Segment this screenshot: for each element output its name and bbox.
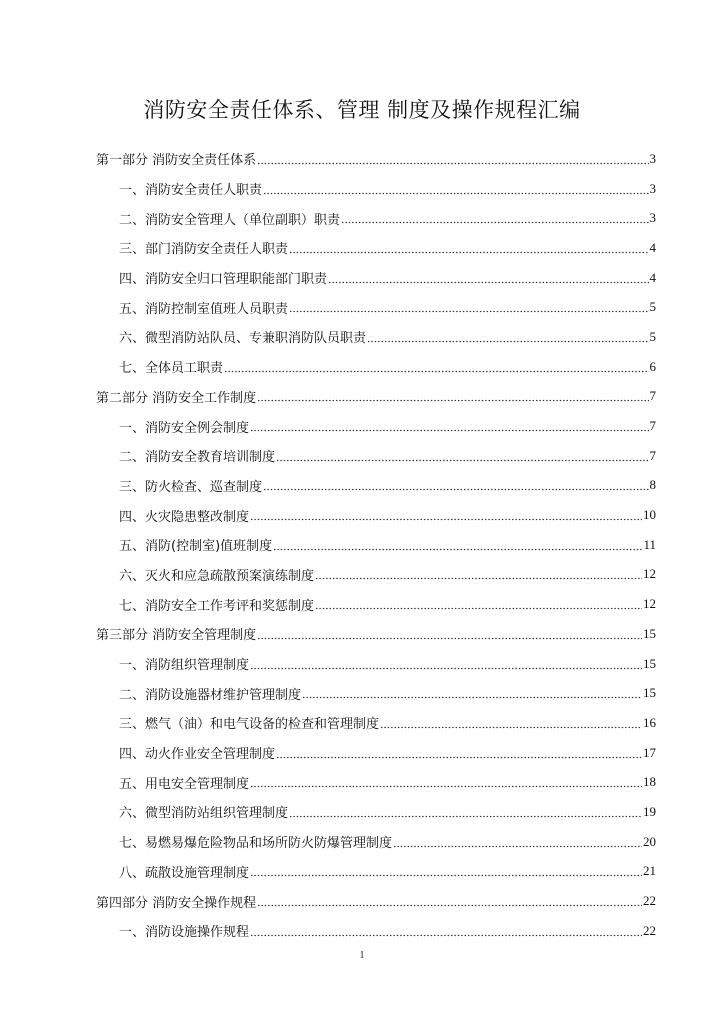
toc-page-number: 17 — [643, 744, 656, 760]
toc-entry[interactable] — [96, 471, 656, 501]
toc-dot-leader — [302, 687, 642, 699]
toc-entry-label: 五、消防控制室值班人员职责 — [119, 301, 289, 317]
toc-part-heading[interactable] — [96, 144, 656, 174]
toc-page-number: 11 — [643, 536, 656, 552]
toc-entry[interactable] — [96, 174, 656, 204]
toc-dot-leader — [250, 776, 642, 788]
table-of-contents — [96, 144, 656, 946]
toc-entry-label: 六、灭火和应急疏散预案演练制度 — [119, 568, 315, 584]
toc-part-heading[interactable] — [96, 886, 656, 916]
toc-entry-label: 一、消防安全例会制度 — [119, 420, 250, 436]
toc-entry[interactable] — [96, 797, 656, 827]
toc-page-number: 7 — [649, 447, 656, 463]
toc-dot-leader — [250, 509, 642, 521]
toc-dot-leader — [380, 717, 642, 729]
toc-entry[interactable] — [96, 530, 656, 560]
toc-dot-leader — [263, 479, 648, 491]
toc-dot-leader — [250, 420, 648, 432]
toc-entry[interactable] — [96, 441, 656, 471]
toc-entry-label: 五、用电安全管理制度 — [119, 776, 250, 792]
toc-page-number: 22 — [643, 922, 656, 938]
toc-entry-label: 三、防火检查、巡查制度 — [119, 479, 263, 495]
toc-page-number: 3 — [649, 180, 656, 196]
toc-dot-leader — [257, 895, 642, 907]
toc-page-number: 18 — [643, 774, 656, 790]
toc-entry[interactable] — [96, 263, 656, 293]
toc-entry-label: 三、燃气（油）和电气设备的检查和管理制度 — [119, 717, 380, 733]
toc-page-number: 12 — [643, 566, 656, 582]
toc-dot-leader — [276, 450, 648, 462]
toc-entry-label: 八、疏散设施管理制度 — [119, 865, 250, 881]
toc-entry-label: 四、动火作业安全管理制度 — [119, 747, 276, 763]
toc-entry-label: 二、消防安全教育培训制度 — [119, 450, 276, 466]
toc-dot-leader — [367, 331, 648, 343]
toc-dot-leader — [257, 390, 648, 402]
toc-entry[interactable] — [96, 560, 656, 590]
toc-entry-label: 三、部门消防安全责任人职责 — [119, 242, 289, 258]
toc-dot-leader — [276, 747, 642, 759]
toc-dot-leader — [289, 301, 648, 313]
toc-entry-label: 四、消防安全归口管理职能部门职责 — [119, 272, 328, 288]
toc-part-heading[interactable] — [96, 619, 656, 649]
toc-dot-leader — [289, 806, 642, 818]
toc-dot-leader — [250, 865, 642, 877]
toc-page-number: 12 — [643, 596, 656, 612]
toc-entry-label: 第一部分 消防安全责任体系 — [96, 153, 257, 169]
toc-page-number: 7 — [649, 388, 656, 404]
toc-page-number: 21 — [643, 863, 656, 879]
toc-dot-leader — [257, 153, 648, 165]
toc-page-number: 20 — [643, 833, 656, 849]
toc-page-number: 15 — [643, 655, 656, 671]
toc-dot-leader — [250, 658, 642, 670]
toc-entry-label: 四、火灾隐患整改制度 — [119, 509, 250, 525]
toc-entry[interactable] — [96, 708, 656, 738]
toc-entry-label: 五、消防(控制室)值班制度 — [119, 539, 273, 555]
toc-entry[interactable] — [96, 678, 656, 708]
document-title: 消防安全责任体系、管理 制度及操作规程汇编 — [143, 98, 581, 122]
toc-page-number: 7 — [649, 418, 656, 434]
toc-entry[interactable] — [96, 203, 656, 233]
toc-entry[interactable] — [96, 500, 656, 530]
toc-page-number: 15 — [643, 685, 656, 701]
toc-entry-label: 二、消防设施器材维护管理制度 — [119, 687, 302, 703]
toc-page-number: 22 — [643, 893, 656, 909]
toc-entry-label: 七、消防安全工作考评和奖惩制度 — [119, 598, 315, 614]
toc-page-number: 8 — [649, 477, 656, 493]
toc-entry-label: 第四部分 消防安全操作规程 — [96, 895, 257, 911]
toc-page-number: 19 — [643, 803, 656, 819]
toc-dot-leader — [224, 361, 648, 373]
toc-page-number: 3 — [649, 210, 656, 226]
toc-page-number: 16 — [643, 714, 656, 730]
toc-entry[interactable] — [96, 589, 656, 619]
toc-page-number: 5 — [649, 299, 656, 315]
toc-dot-leader — [315, 568, 642, 580]
toc-entry[interactable] — [96, 649, 656, 679]
toc-dot-leader — [341, 212, 648, 224]
toc-page-number: 6 — [649, 358, 656, 374]
toc-entry[interactable] — [96, 767, 656, 797]
toc-entry-label: 一、消防设施操作规程 — [119, 925, 250, 941]
toc-part-heading[interactable] — [96, 382, 656, 412]
toc-entry-label: 一、消防组织管理制度 — [119, 658, 250, 674]
toc-entry[interactable] — [96, 233, 656, 263]
toc-entry-label: 第二部分 消防安全工作制度 — [96, 390, 257, 406]
toc-entry[interactable] — [96, 857, 656, 887]
toc-page-number: 5 — [649, 328, 656, 344]
toc-page-number: 4 — [649, 239, 656, 255]
toc-entry-label: 七、全体员工职责 — [119, 361, 224, 377]
toc-page-number: 3 — [649, 150, 656, 166]
toc-dot-leader — [250, 925, 642, 937]
toc-dot-leader — [315, 598, 642, 610]
toc-entry-label: 七、易燃易爆危险物品和场所防火防爆管理制度 — [119, 836, 393, 852]
toc-page-number: 15 — [643, 625, 656, 641]
toc-entry-label: 六、微型消防站队员、专兼职消防队员职责 — [119, 331, 367, 347]
toc-entry-label: 第三部分 消防安全管理制度 — [96, 628, 257, 644]
toc-dot-leader — [273, 539, 642, 551]
toc-entry-label: 一、消防安全责任人职责 — [119, 183, 263, 199]
toc-entry-label: 六、微型消防站组织管理制度 — [119, 806, 289, 822]
toc-entry[interactable] — [96, 411, 656, 441]
toc-entry[interactable] — [96, 322, 656, 352]
toc-dot-leader — [393, 836, 642, 848]
toc-entry[interactable] — [96, 916, 656, 946]
toc-dot-leader — [257, 628, 642, 640]
toc-entry[interactable] — [96, 827, 656, 857]
toc-entry[interactable] — [96, 352, 656, 382]
toc-dot-leader — [328, 272, 648, 284]
toc-entry-label: 二、消防安全管理人（单位副职）职责 — [119, 212, 341, 228]
toc-page-number: 10 — [643, 507, 656, 523]
page-number: 1 — [359, 950, 365, 961]
toc-dot-leader — [289, 242, 648, 254]
toc-entry[interactable] — [96, 738, 656, 768]
toc-page-number: 4 — [649, 269, 656, 285]
toc-dot-leader — [263, 183, 648, 195]
toc-entry[interactable] — [96, 292, 656, 322]
